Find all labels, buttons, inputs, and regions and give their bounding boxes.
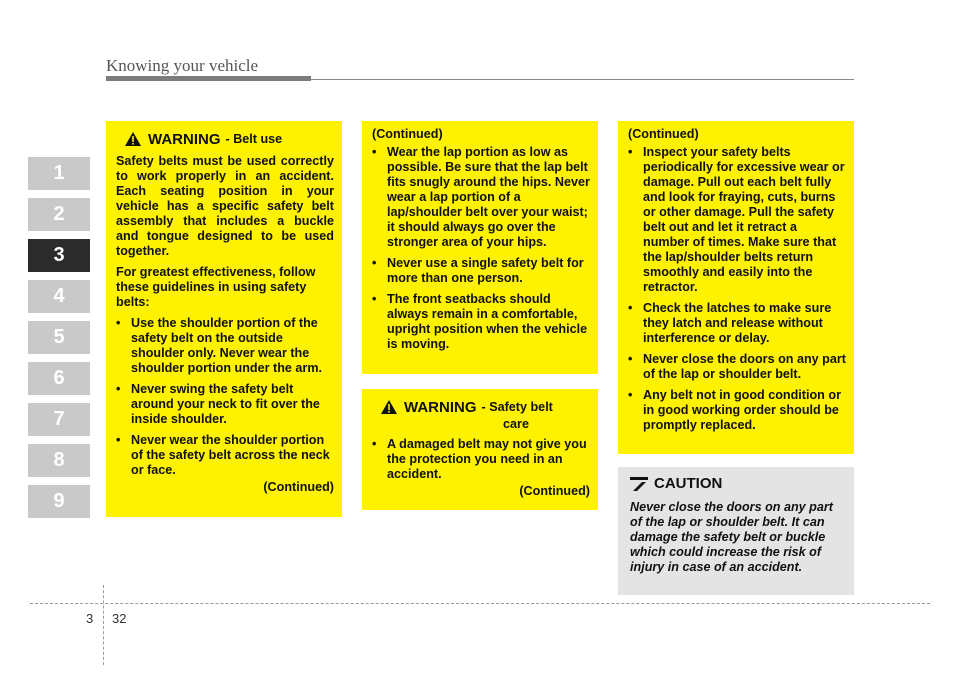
- list-item: • Never close the doors on any part of the lap or shoulder belt.: [628, 352, 846, 381]
- chapter-tab-3[interactable]: 3: [28, 239, 90, 272]
- header-title: Knowing your vehicle: [106, 56, 259, 75]
- list-item: • Use the shoulder portion of the safety belt on the outside shoulder only. Never wear the shoulder portion under the arm.: [116, 316, 323, 375]
- bullet-list: [372, 145, 590, 352]
- list-item-text: The front seatbacks should always remain in a comfortable, upright position when the vehicle is moving.: [387, 292, 588, 351]
- bullet-list: [116, 316, 334, 478]
- warning-subtitle: - Safety belt: [481, 399, 553, 414]
- list-item: • Never use a single safety belt for more than one person.: [372, 256, 584, 285]
- list-item: • Check the latches to make sure they latch and release without interference or delay.: [628, 301, 832, 345]
- chapter-tab-8[interactable]: 8: [28, 444, 90, 477]
- warning-belt-care-box: [362, 389, 598, 510]
- chapter-tab-1[interactable]: 1: [28, 157, 90, 190]
- chapter-tabs: [28, 157, 90, 526]
- list-item: • Never swing the safety belt around your neck to fit over the inside shoulder.: [116, 382, 320, 426]
- continued-box: [618, 121, 854, 454]
- warning-subtitle: - Belt use: [225, 131, 283, 146]
- footer-divider: [103, 585, 104, 665]
- caution-header: [630, 475, 846, 492]
- list-item-text: Wear the lap portion as low as possible. Be sure that the lap belt fits snugly around the hips. Never wear a lap portion of a lap/shoulder belt over your waist; it should always go over the stronger area of your hips.: [387, 145, 590, 249]
- list-item-text: Check the latches to make sure they latch and release without interference or delay.: [643, 301, 832, 345]
- footer-rule: [30, 603, 930, 604]
- chapter-tab-5[interactable]: 5: [28, 321, 90, 354]
- bullet-list: [372, 437, 590, 482]
- caution-slash-icon: [630, 477, 648, 491]
- continued-label: (Continued): [519, 484, 590, 498]
- chapter-tab-7[interactable]: 7: [28, 403, 90, 436]
- warning-title: WARNING: [148, 130, 221, 148]
- warning-triangle-icon: [380, 399, 398, 415]
- list-item: • The front seatbacks should always remain in a comfortable, upright position when the vehicle is moving.: [372, 292, 588, 351]
- paragraph: Safety belts must be used correctly to work properly in an accident. Each seating position in your vehicle has a specific safety belt assembly that includes a buckle and tongue designed to be used together.: [116, 154, 334, 258]
- chapter-tab-2[interactable]: 2: [28, 198, 90, 231]
- list-item: • Wear the lap portion as low as possible. Be sure that the lap belt fits snugly around the hips. Never wear a lap portion of a lap/shoulder belt over your waist; it should always go over the stronger area of your hips.: [372, 145, 590, 249]
- warning-header: [380, 399, 590, 415]
- continued-heading: (Continued): [628, 127, 699, 141]
- list-item: • Inspect your safety belts periodically for excessive wear or damage. Pull out each belt fully and look for fraying, cuts, burns or other damage. Pull the safety belt out and let it retract a number of times. Make sure that the lap/shoulder belts return smoothly and easily into the retractor.: [628, 145, 845, 294]
- warning-title: WARNING: [404, 398, 477, 416]
- list-item-text: Never use a single safety belt for more than one person.: [387, 256, 584, 285]
- chapter-tab-4[interactable]: 4: [28, 280, 90, 313]
- continued-label: (Continued): [263, 480, 334, 494]
- list-item-text: Use the shoulder portion of the safety belt on the outside shoulder only. Never wear the shoulder portion under the arm.: [131, 316, 323, 375]
- warning-triangle-icon: [124, 131, 142, 147]
- bullet-list: [628, 145, 846, 433]
- list-item-text: Any belt not in good condition or in good working order should be promptly replaced.: [643, 388, 841, 432]
- list-item: • A damaged belt may not give you the protection you need in an accident.: [372, 437, 587, 481]
- page-chapter: 3: [86, 611, 94, 626]
- list-item-text: Never swing the safety belt around your neck to fit over the inside shoulder.: [131, 382, 320, 426]
- page-number: 32: [112, 611, 127, 626]
- caution-box: [618, 467, 854, 595]
- chapter-tab-9[interactable]: 9: [28, 485, 90, 518]
- warning-subtitle-cont: care: [503, 417, 529, 431]
- continued-box: [362, 121, 598, 374]
- paragraph: For greatest effectiveness, follow these guidelines in using safety belts:: [116, 265, 316, 309]
- list-item-text: Never wear the shoulder portion of the safety belt across the neck or face.: [131, 433, 330, 477]
- warning-header: [124, 131, 334, 147]
- chapter-tab-6[interactable]: 6: [28, 362, 90, 395]
- list-item: • Never wear the shoulder portion of the safety belt across the neck or face.: [116, 433, 330, 477]
- list-item-text: A damaged belt may not give you the protection you need in an accident.: [387, 437, 587, 481]
- list-item-text: Inspect your safety belts periodically for excessive wear or damage. Pull out each belt fully and look for fraying, cuts, burns or other damage. Pull the safety belt out and let it retract a number of times. Make sure that the lap/shoulder belts return smoothly and easily into the retractor.: [643, 145, 845, 294]
- caution-text: Never close the doors on any part of the lap or shoulder belt. It can damage the safety belt or buckle which could increase the risk of injury in case of an accident.: [630, 500, 833, 574]
- warning-belt-use-box: [106, 121, 342, 517]
- header-rule-accent: [106, 76, 311, 81]
- list-item: • Any belt not in good condition or in good working order should be promptly replaced.: [628, 388, 841, 432]
- continued-heading: (Continued): [372, 127, 443, 141]
- list-item-text: Never close the doors on any part of the lap or shoulder belt.: [643, 352, 846, 381]
- caution-title: CAUTION: [654, 475, 723, 492]
